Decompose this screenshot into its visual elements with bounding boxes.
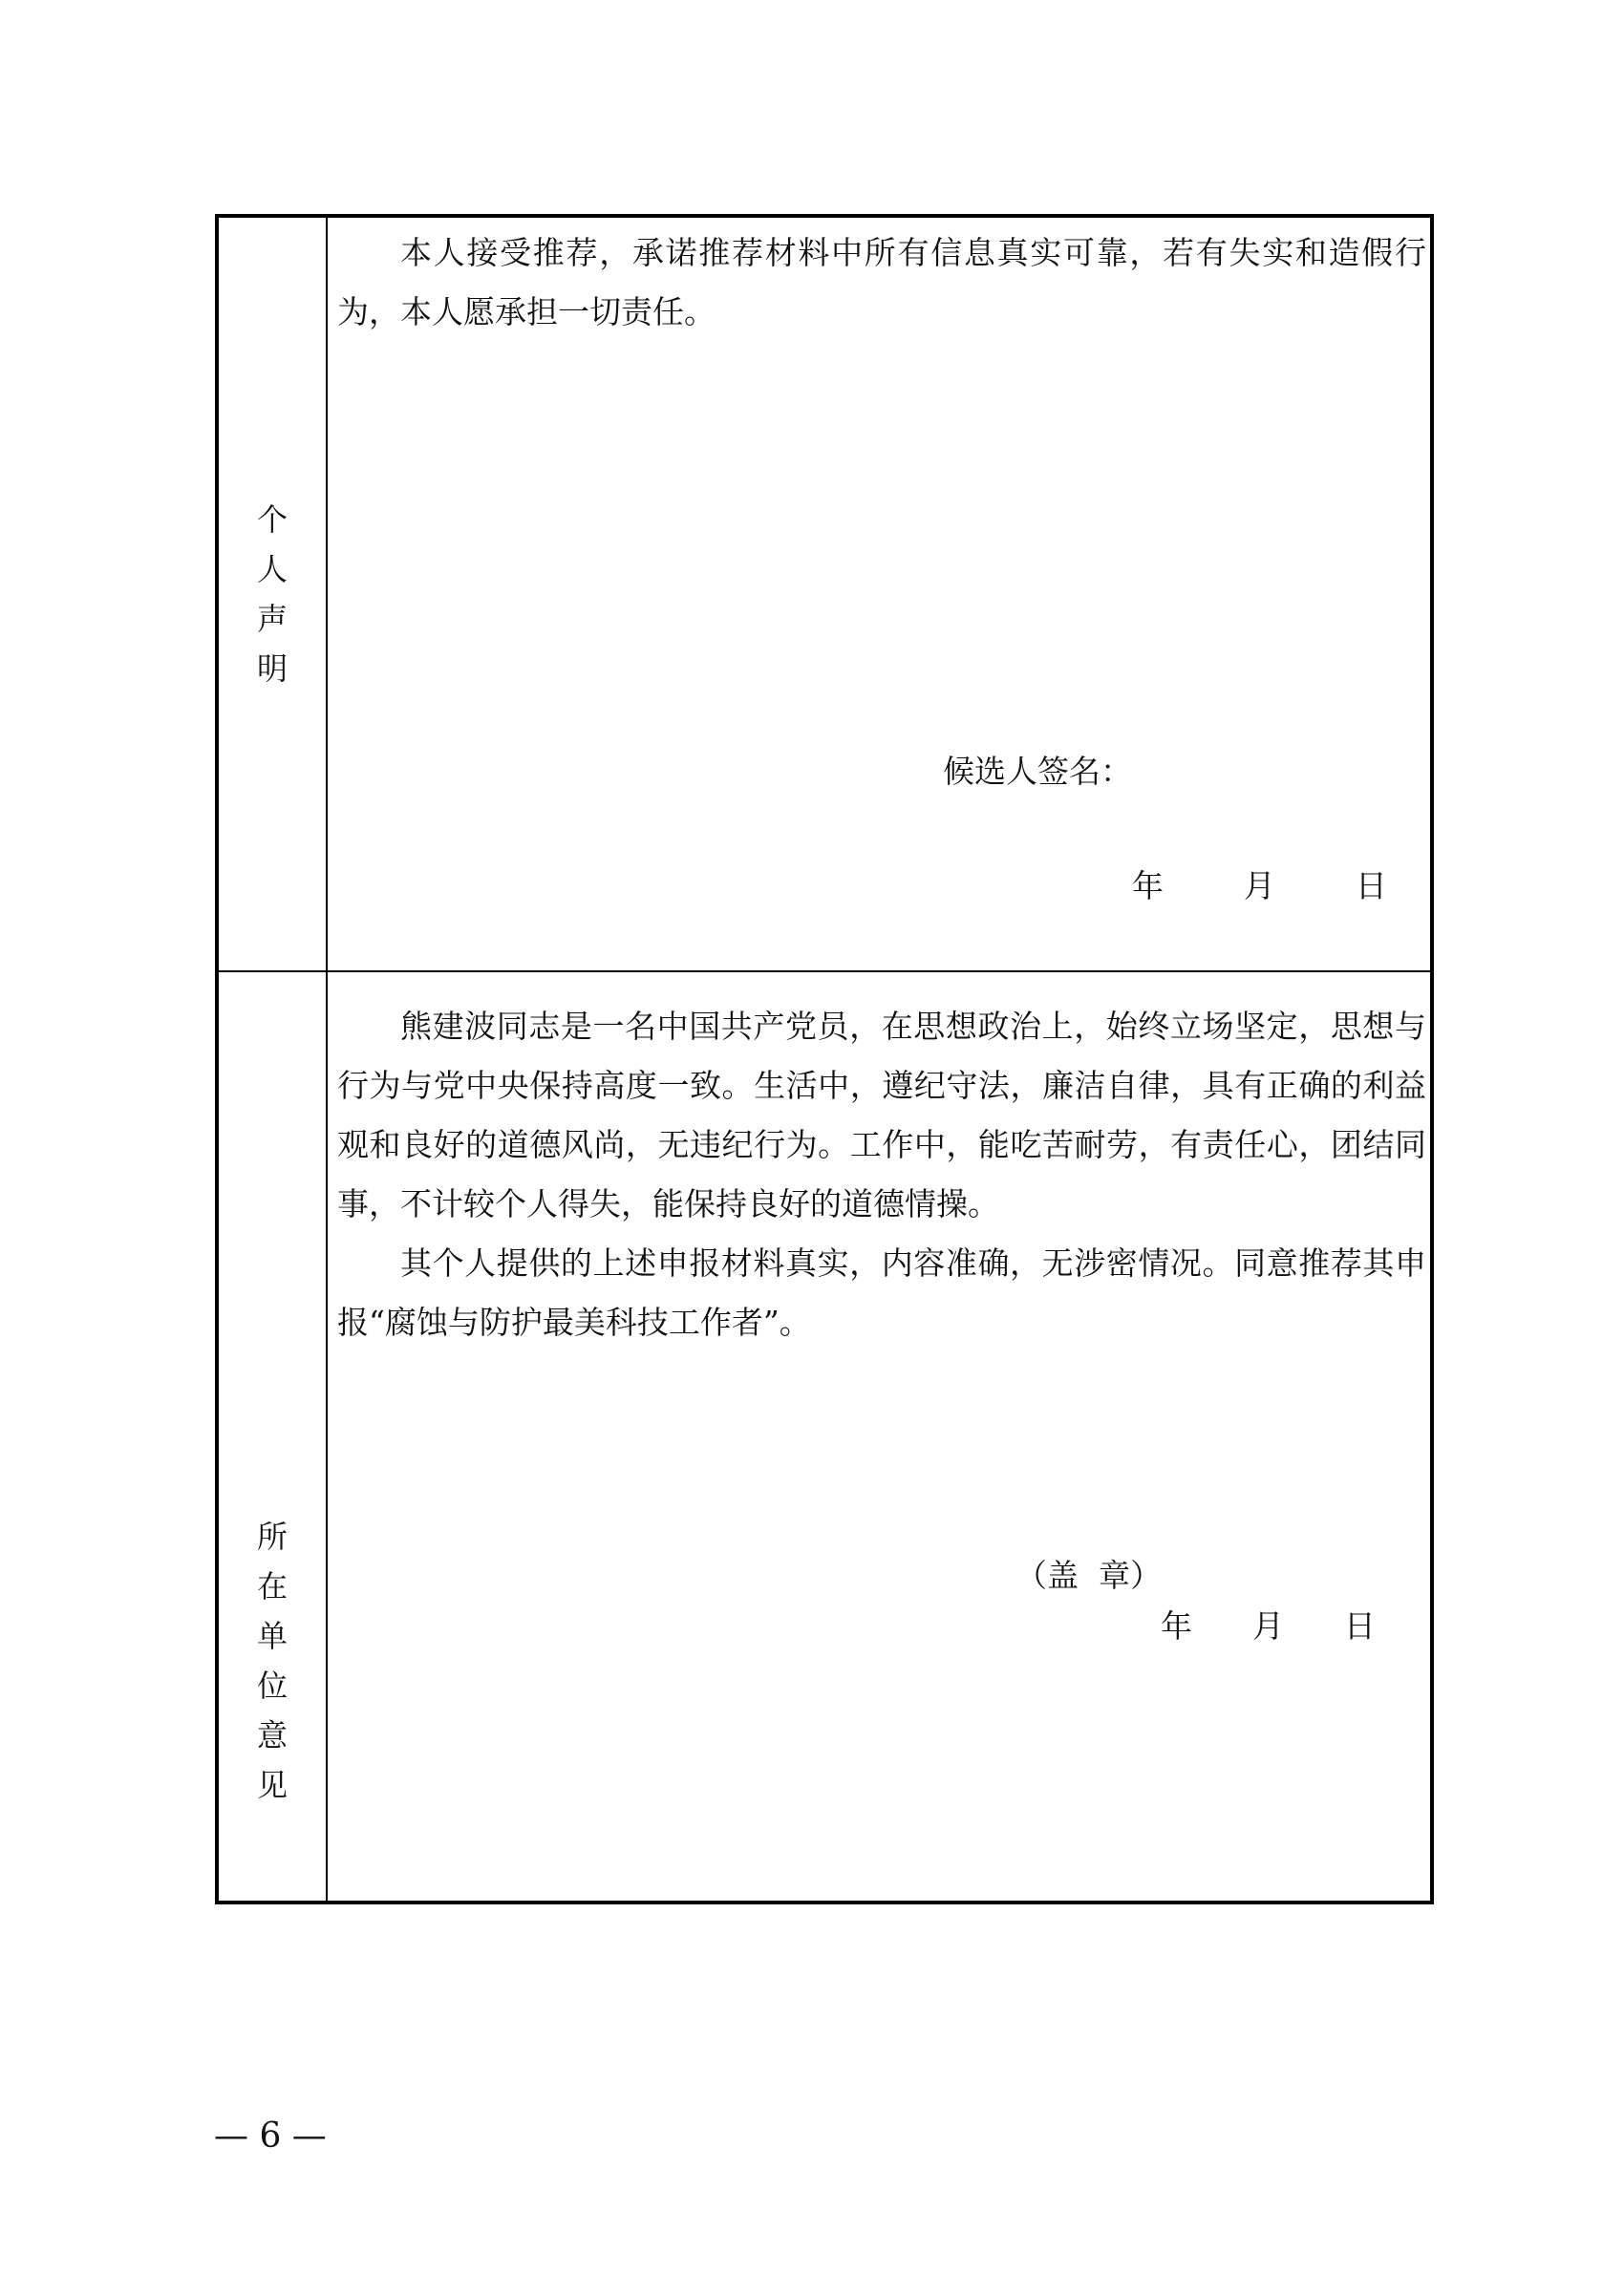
unit-opinion-label [219,1512,326,1810]
label-char: 见 [256,1767,288,1803]
candidate-signature-label: 候选人签名： [943,753,1132,790]
seal-label: （盖 章） [1015,1557,1162,1594]
label-char: 所 [256,1519,288,1555]
label-char: 声 [256,601,288,637]
unit-opinion-date-line: 年 月 日 [1161,1607,1376,1645]
personal-declaration-row [219,218,1430,972]
label-char: 人 [256,551,288,587]
label-char: 在 [256,1568,288,1605]
unit-opinion-row [219,972,1430,1901]
recommendation-form-table [215,214,1434,1904]
page-number: — 6 — [214,2116,327,2156]
label-char: 单 [256,1618,288,1654]
unit-opinion-paragraph-2: 其个人提供的上述申报材料真实，内容准确，无涉密情况。同意推荐其申报“腐蚀与防护最美科技工作者”。 [337,1244,1426,1341]
unit-opinion-paragraph-1: 熊建波同志是一名中国共产党员，在思想政治上，始终立场坚定，思想与行为与党中央保持高度一致。生活中，遵纪守法，廉洁自律，具有正确的利益观和良好的道德风尚，无违纪行为。工作中，能吃苦耐劳，有责任心，团结同事，不计较个人得失，能保持良好的道德情操。 [337,1008,1426,1222]
label-char: 明 [256,650,288,687]
personal-declaration-label-cell [219,218,328,970]
label-char: 位 [256,1668,288,1704]
declaration-text: 本人接受推荐，承诺推荐材料中所有信息真实可靠，若有失实和造假行为，本人愿承担一切责任。 [337,234,1426,330]
unit-opinion-label-cell [219,972,328,1901]
unit-opinion-content [330,972,1430,1901]
personal-declaration-label [219,495,326,693]
personal-declaration-content [330,218,1430,970]
declaration-date-line: 年 月 日 [1132,867,1387,904]
label-char: 意 [256,1717,288,1754]
label-char: 个 [256,501,288,538]
